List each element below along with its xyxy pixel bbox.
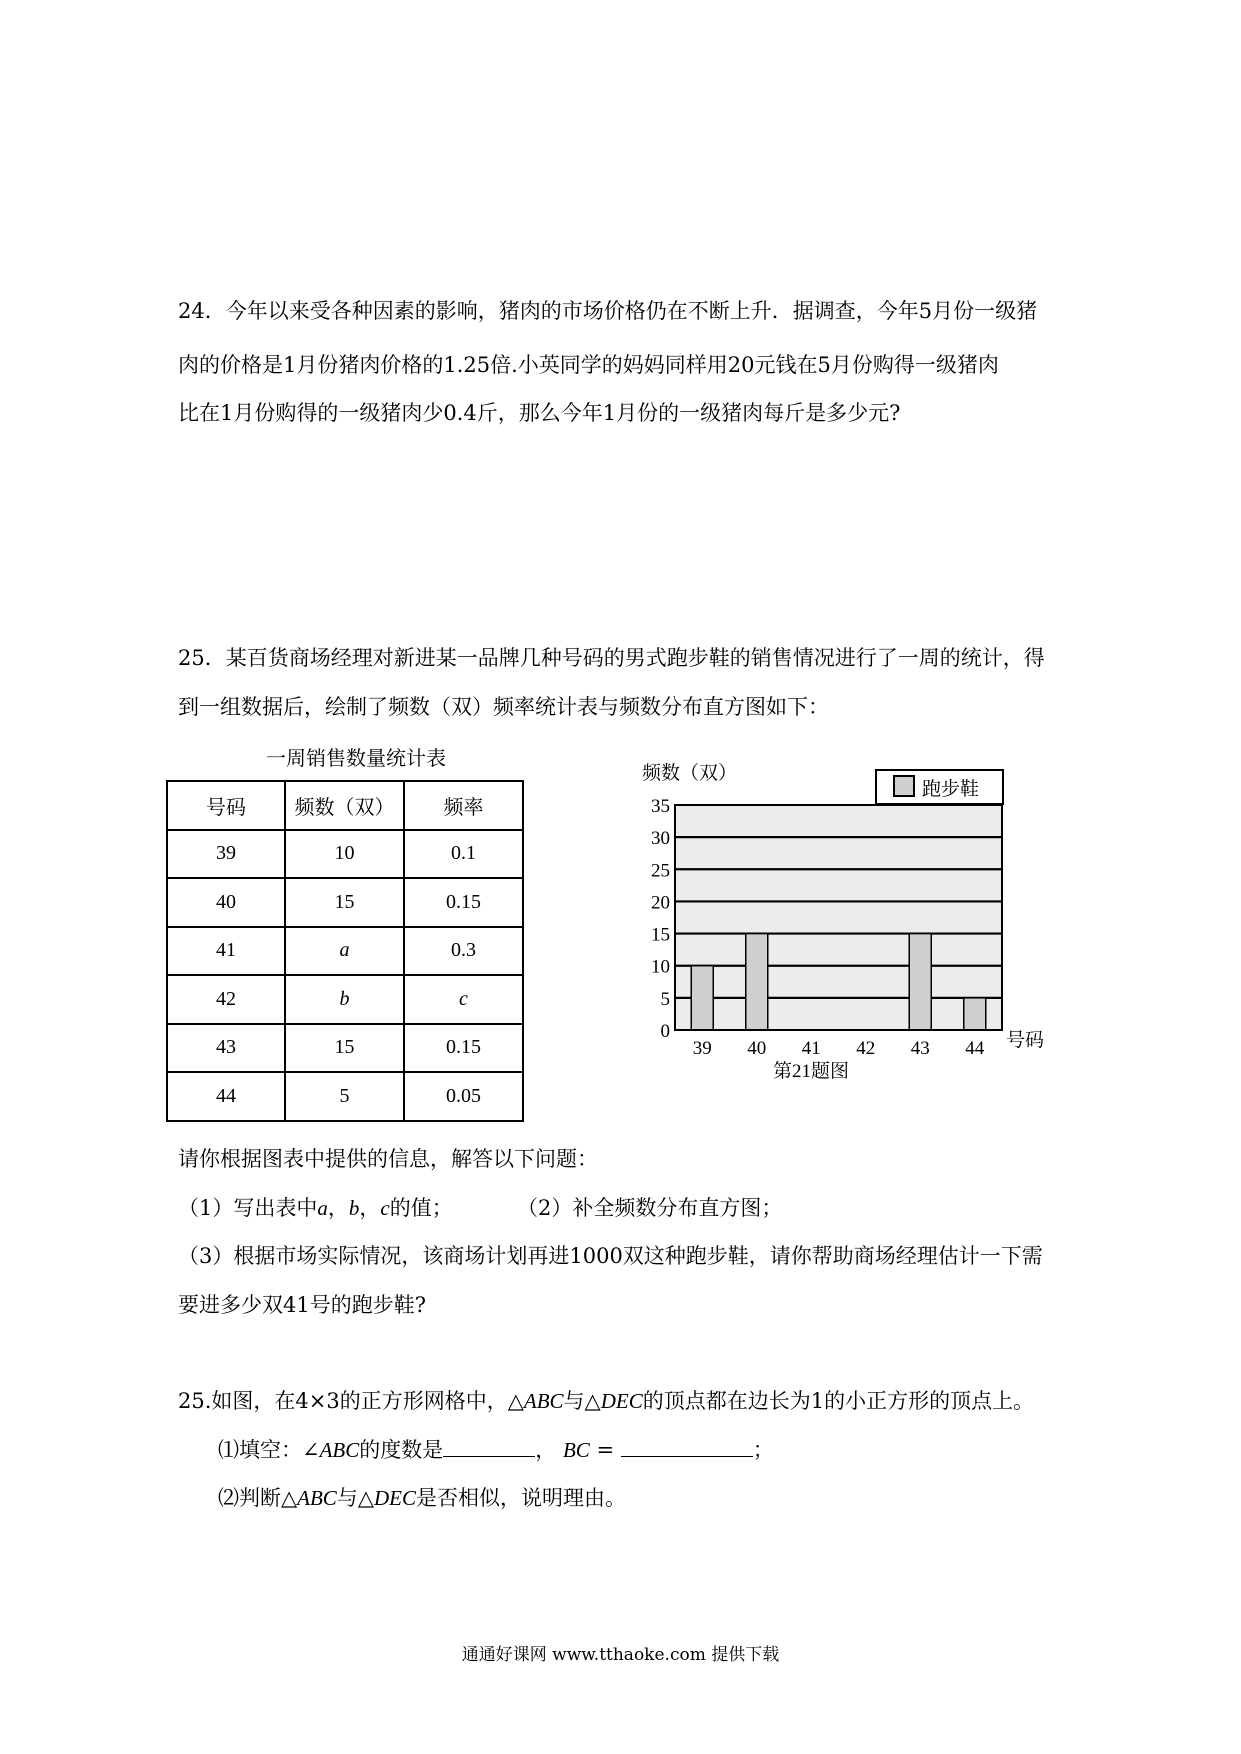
questions-intro: 请你根据图表中提供的信息，解答以下问题：	[178, 1147, 598, 1171]
table-row	[167, 975, 523, 1024]
question-3-line-2: 要进多少双41号的跑步鞋?	[178, 1293, 426, 1317]
q25a-line-2: 到一组数据后，绘制了频数（双）频率统计表与频数分布直方图如下：	[178, 695, 829, 719]
table-cell: 42	[167, 975, 285, 1024]
chart-xlabel: 号码	[1006, 1030, 1045, 1051]
q25b-angle-abc: ABC	[319, 1438, 360, 1462]
y-tick-label: 25	[651, 860, 670, 882]
table-row	[167, 927, 523, 976]
q25b-text: 与△	[563, 1389, 601, 1413]
chart-caption: 第21题图	[773, 1061, 850, 1082]
q25b-text: 的度数是	[359, 1438, 444, 1462]
legend-swatch	[894, 776, 914, 796]
frequency-table	[166, 780, 524, 1122]
q25b-text: 的顶点都在边长为1的小正方形的顶点上。	[642, 1389, 1035, 1413]
q25b-text: 25.如图，在4×3的正方形网格中，△	[178, 1389, 524, 1413]
q25b-text: ⑴填空：∠	[218, 1438, 320, 1462]
q1-var-a: a	[317, 1196, 328, 1220]
y-tick-label: 10	[651, 956, 670, 978]
q25b-text: ；	[752, 1438, 774, 1462]
q1-sep: ，	[359, 1196, 381, 1220]
table-row	[167, 878, 523, 927]
table-caption: 一周销售数量统计表	[266, 746, 446, 770]
table-cell: 0.3	[404, 927, 523, 976]
table-cell: 10	[285, 830, 404, 879]
q25b-triangle-abc: ABC	[297, 1486, 337, 1510]
table-cell: 0.05	[404, 1072, 523, 1121]
bar	[909, 934, 931, 1030]
x-tick-label: 42	[856, 1038, 876, 1059]
q1-sep: ，	[327, 1196, 349, 1220]
page-footer: 通通好课网 www.tthaoke.com 提供下载	[461, 1645, 780, 1665]
bar	[964, 998, 986, 1030]
table-cell: 5	[285, 1072, 404, 1121]
x-tick-label: 44	[965, 1038, 985, 1059]
y-tick-label: 35	[651, 796, 670, 817]
table-cell-variable: c	[404, 975, 523, 1024]
table-cell: 43	[167, 1024, 285, 1073]
y-tick-label: 30	[651, 828, 670, 850]
table-cell: 0.1	[404, 830, 523, 879]
q1-var-b: b	[348, 1196, 360, 1220]
x-tick-label: 41	[801, 1038, 821, 1059]
answer-blank-angle[interactable]	[443, 1436, 535, 1457]
frequency-histogram	[630, 755, 1070, 1090]
chart-legend	[876, 770, 1003, 804]
table-cell: 44	[167, 1072, 285, 1121]
y-tick-label: 15	[651, 924, 670, 946]
chart-ylabel: 频数（双）	[642, 763, 738, 784]
table-cell: 39	[167, 830, 285, 879]
q1-text: 的值；	[389, 1196, 453, 1220]
table-cell: 15	[285, 878, 404, 927]
table-cell: 0.15	[404, 878, 523, 927]
q25a-line-1: 25．某百货商场经理对新进某一品牌几种号码的男式跑步鞋的销售情况进行了一周的统计，得	[178, 646, 1045, 670]
q25b-text: 与△	[336, 1486, 374, 1510]
q25b-line-1	[178, 1387, 1034, 1415]
q25b-part-1	[218, 1436, 774, 1464]
table-row	[167, 830, 523, 879]
y-tick-label: 5	[660, 988, 670, 1010]
q25b-text: 是否相似，说明理由。	[415, 1486, 626, 1510]
table-cell: 40	[167, 878, 285, 927]
table-header: 号码	[167, 781, 285, 830]
q25b-text: =	[589, 1438, 621, 1462]
table-cell-variable: a	[285, 927, 404, 976]
q24-line-3: 比在1月份购得的一级猪肉少0.4斤，那么今年1月份的一级猪肉每斤是多少元?	[178, 401, 901, 425]
q25b-triangle-dec: DEC	[373, 1486, 416, 1510]
q25b-part-2	[218, 1484, 626, 1512]
table-header: 频数（双）	[285, 781, 404, 830]
table-row	[167, 1072, 523, 1121]
q25b-triangle-dec: DEC	[600, 1389, 643, 1413]
x-tick-label: 43	[910, 1038, 930, 1059]
question-2: （2）补全频数分布直方图；	[517, 1196, 783, 1220]
x-tick-label: 39	[692, 1038, 712, 1059]
x-tick-label: 40	[747, 1038, 767, 1059]
table-cell: 0.15	[404, 1024, 523, 1073]
question-3-line-1: （3）根据市场实际情况，该商场计划再进1000双这种跑步鞋，请你帮助商场经理估计一下需	[178, 1244, 1043, 1268]
answer-blank-bc[interactable]	[621, 1436, 753, 1457]
table-row	[167, 1024, 523, 1073]
q1-text: （1）写出表中	[178, 1196, 318, 1220]
question-1	[178, 1194, 453, 1222]
q25b-triangle-abc: ABC	[523, 1389, 564, 1413]
plot-area	[675, 805, 1002, 1030]
bar	[691, 966, 713, 1030]
table-cell: 15	[285, 1024, 404, 1073]
q24-line-1: 24．今年以来受各种因素的影响，猪肉的市场价格仍在不断上升．据调查，今年5月份一级猪	[178, 299, 1038, 323]
table-cell-variable: b	[285, 975, 404, 1024]
q24-line-2: 肉的价格是1月份猪肉价格的1.25倍.小英同学的妈妈同样用20元钱在5月份购得一级猪肉	[178, 353, 999, 377]
bar	[746, 934, 768, 1030]
q25b-text: ，	[535, 1438, 557, 1462]
table-header: 频率	[404, 781, 523, 830]
q1-var-c: c	[380, 1196, 390, 1220]
y-tick-label: 20	[651, 892, 670, 914]
table-cell: 41	[167, 927, 285, 976]
y-tick-label: 0	[660, 1021, 670, 1042]
table-header-row	[167, 781, 523, 830]
q25b-segment-bc: BC	[562, 1438, 590, 1462]
legend-label: 跑步鞋	[922, 779, 980, 800]
q25b-text: ⑵判断△	[218, 1486, 298, 1510]
